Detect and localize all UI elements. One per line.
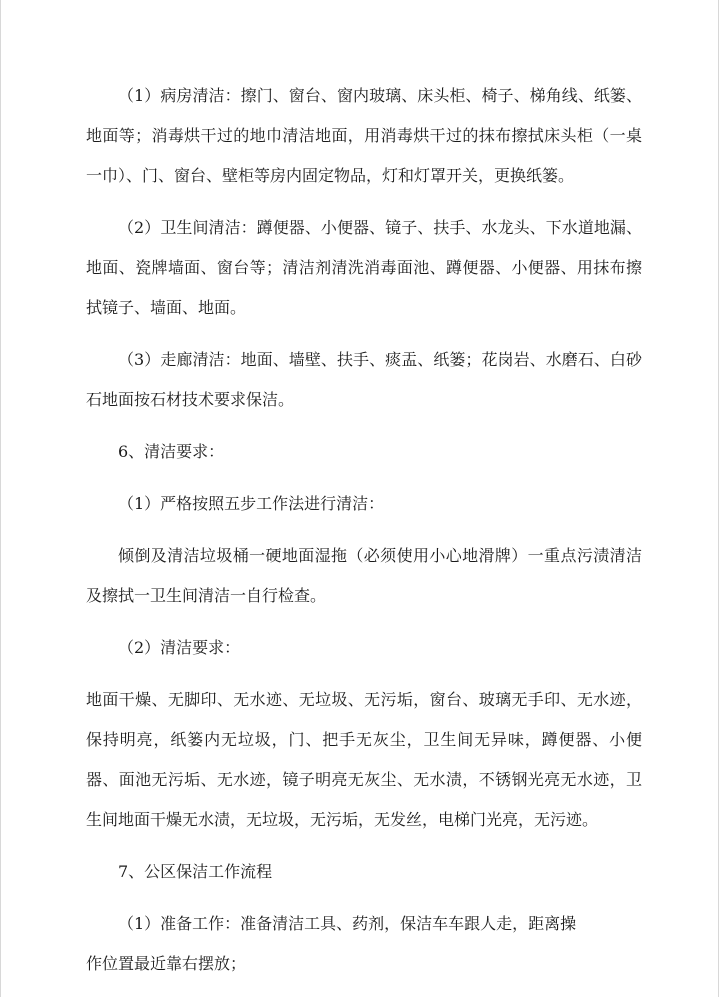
paragraph-corridor-cleaning: （3）走廊清洁：地面、墙壁、扶手、痰盂、纸篓；花岗岩、水磨石、白砂石地面按石材技术要求保洁。: [86, 350, 642, 409]
preparation-line-1: （1）准备工作：准备清洁工具、药剂，保洁车车跟人走，距离操: [118, 914, 577, 933]
paragraph-ward-cleaning: （1）病房清洁：擦门、窗台、窗内玻璃、床头柜、椅子、梯角线、纸篓、地面等；消毒烘干过的地巾清洁地面，用消毒烘干过的抹布擦拭床头柜（一桌一巾）、门、窗台、壁柜等房内固定物品，灯和灯罩开关，更换纸篓。: [86, 86, 642, 185]
heading-public-area-workflow: 7、公区保洁工作流程: [118, 862, 273, 881]
paragraph-preparation: [86, 904, 642, 984]
paragraph-five-step-method: （1）严格按照五步工作法进行清洁：: [118, 494, 385, 513]
document-body: [86, 76, 642, 996]
preparation-line-2: 作位置最近靠右摆放；: [86, 954, 247, 973]
paragraph-five-step-detail: 倾倒及清洁垃圾桶一硬地面湿拖（必须使用小心地滑牌）一重点污渍清洁及擦拭一卫生间清洁一自行检查。: [86, 546, 642, 605]
paragraph-requirements-detail: 地面干燥、无脚印、无水迹、无垃圾、无污垢，窗台、玻璃无手印、无水迹，保持明亮，纸篓内无垃圾，门、把手无灰尘，卫生间无异味，蹲便器、小便器、面池无污垢、无水迹，镜子明亮无灰尘、无水渍，不锈钢光亮无水迹，卫生间地面干燥无水渍，无垃圾，无污垢，无发丝，电梯门光亮，无污迹。: [86, 690, 642, 829]
heading-cleaning-requirements: 6、清洁要求：: [118, 442, 225, 461]
paragraph-restroom-cleaning: （2）卫生间清洁：蹲便器、小便器、镜子、扶手、水龙头、下水道地漏、地面、瓷牌墙面、窗台等；清洁剂清洗消毒面池、蹲便器、小便器、用抹布擦拭镜子、墙面、地面。: [86, 218, 642, 317]
paragraph-requirements-label: （2）清洁要求：: [118, 638, 241, 657]
